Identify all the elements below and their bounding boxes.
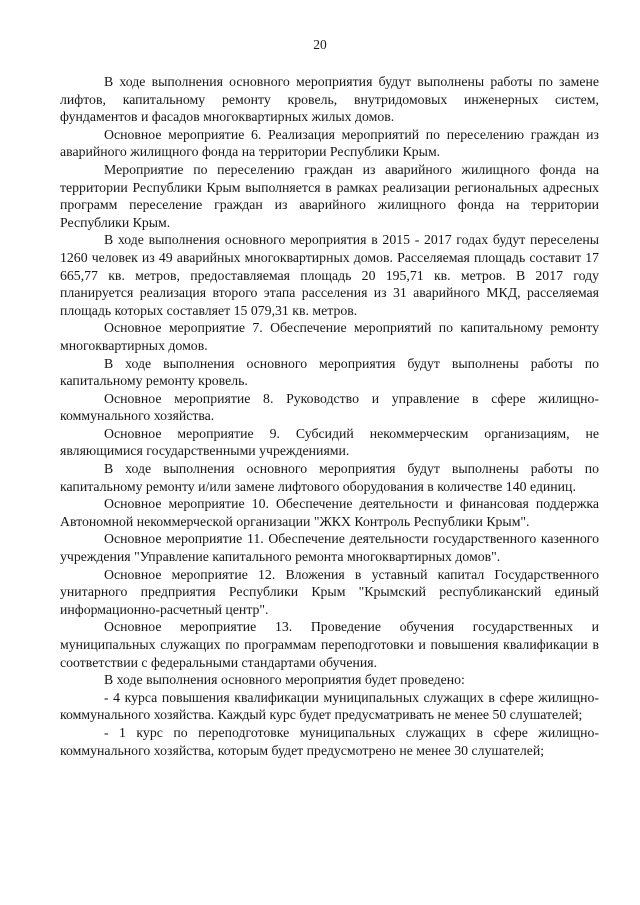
document-body xyxy=(60,73,599,759)
paragraph: Основное мероприятие 12. Вложения в уставный капитал Государственного унитарного предприятия Республики Крым "Крымский республиканский единый информационно-расчетный центр". xyxy=(60,566,599,617)
paragraph: Основное мероприятие 6. Реализация мероприятий по переселению граждан из аварийного жилищного фонда на территории Республики Крым. xyxy=(60,126,599,160)
paragraph: Основное мероприятие 10. Обеспечение деятельности и финансовая поддержка Автономной некоммерческой организации "ЖКХ Контроль Республики Крым". xyxy=(60,496,599,529)
paragraph: В ходе выполнения основного мероприятия будет проведено: xyxy=(104,672,465,688)
page-number: 20 xyxy=(313,37,327,52)
paragraph: В ходе выполнения основного мероприятия будут выполнены работы по капитальному ремонту кровель. xyxy=(60,355,599,389)
paragraph: Основное мероприятие 11. Обеспечение деятельности государственного казенного учреждения "Управление капитального ремонта многоквартирных домов". xyxy=(60,531,599,565)
paragraph: Основное мероприятие 9. Субсидий некоммерческим организациям, не являющимися государственными учреждениями. xyxy=(60,425,599,459)
paragraph: В ходе выполнения основного мероприятия будут выполнены работы по капитальному ремонту и/или замене лифтового оборудования в количестве 140 единиц. xyxy=(60,461,599,494)
paragraph: Основное мероприятие 7. Обеспечение мероприятий по капитальному ремонту многоквартирных домов. xyxy=(60,320,599,353)
paragraph: В ходе выполнения основного мероприятия в 2015 - 2017 годах будут переселены 1260 человек из 49 аварийных многоквартирных домов. Расселяемая площадь составит 17 665,77 кв. метров, предоставляемая площадь 20 195,71 кв. метров. В 2017 году планируется реализация второго этапа расселения из 31 аварийного МКД, расселяемая площадь которых составляет 15 079,31 кв. метров. xyxy=(60,232,599,318)
paragraph: В ходе выполнения основного мероприятия будут выполнены работы по замене лифтов, капитальному ремонту кровель, внутридомовых инженерных систем, фундаментов и фасадов многоквартирных жилых домов. xyxy=(60,74,599,125)
list-item: - 4 курса повышения квалификации муниципальных служащих в сфере жилищно-коммунального хозяйства. Каждый курс будет предусматривать не менее 50 слушателей; xyxy=(60,689,599,723)
paragraph: Мероприятие по переселению граждан из аварийного жилищного фонда на территории Республики Крым выполняется в рамках реализации региональных адресных программ переселение граждан из аварийного жилищного фонда на территории Республики Крым. xyxy=(60,161,599,230)
paragraph: Основное мероприятие 8. Руководство и управление в сфере жилищно-коммунального хозяйства. xyxy=(60,390,599,424)
list-item: - 1 курс по переподготовке муниципальных служащих в сфере жилищно-коммунального хозяйства, которым будет предусмотрено не менее 30 слушателей; xyxy=(60,724,599,758)
paragraph: Основное мероприятие 13. Проведение обучения государственных и муниципальных служащих по программам переподготовки и повышения квалификации в соответствии с федеральными стандартами обучения. xyxy=(60,619,599,670)
